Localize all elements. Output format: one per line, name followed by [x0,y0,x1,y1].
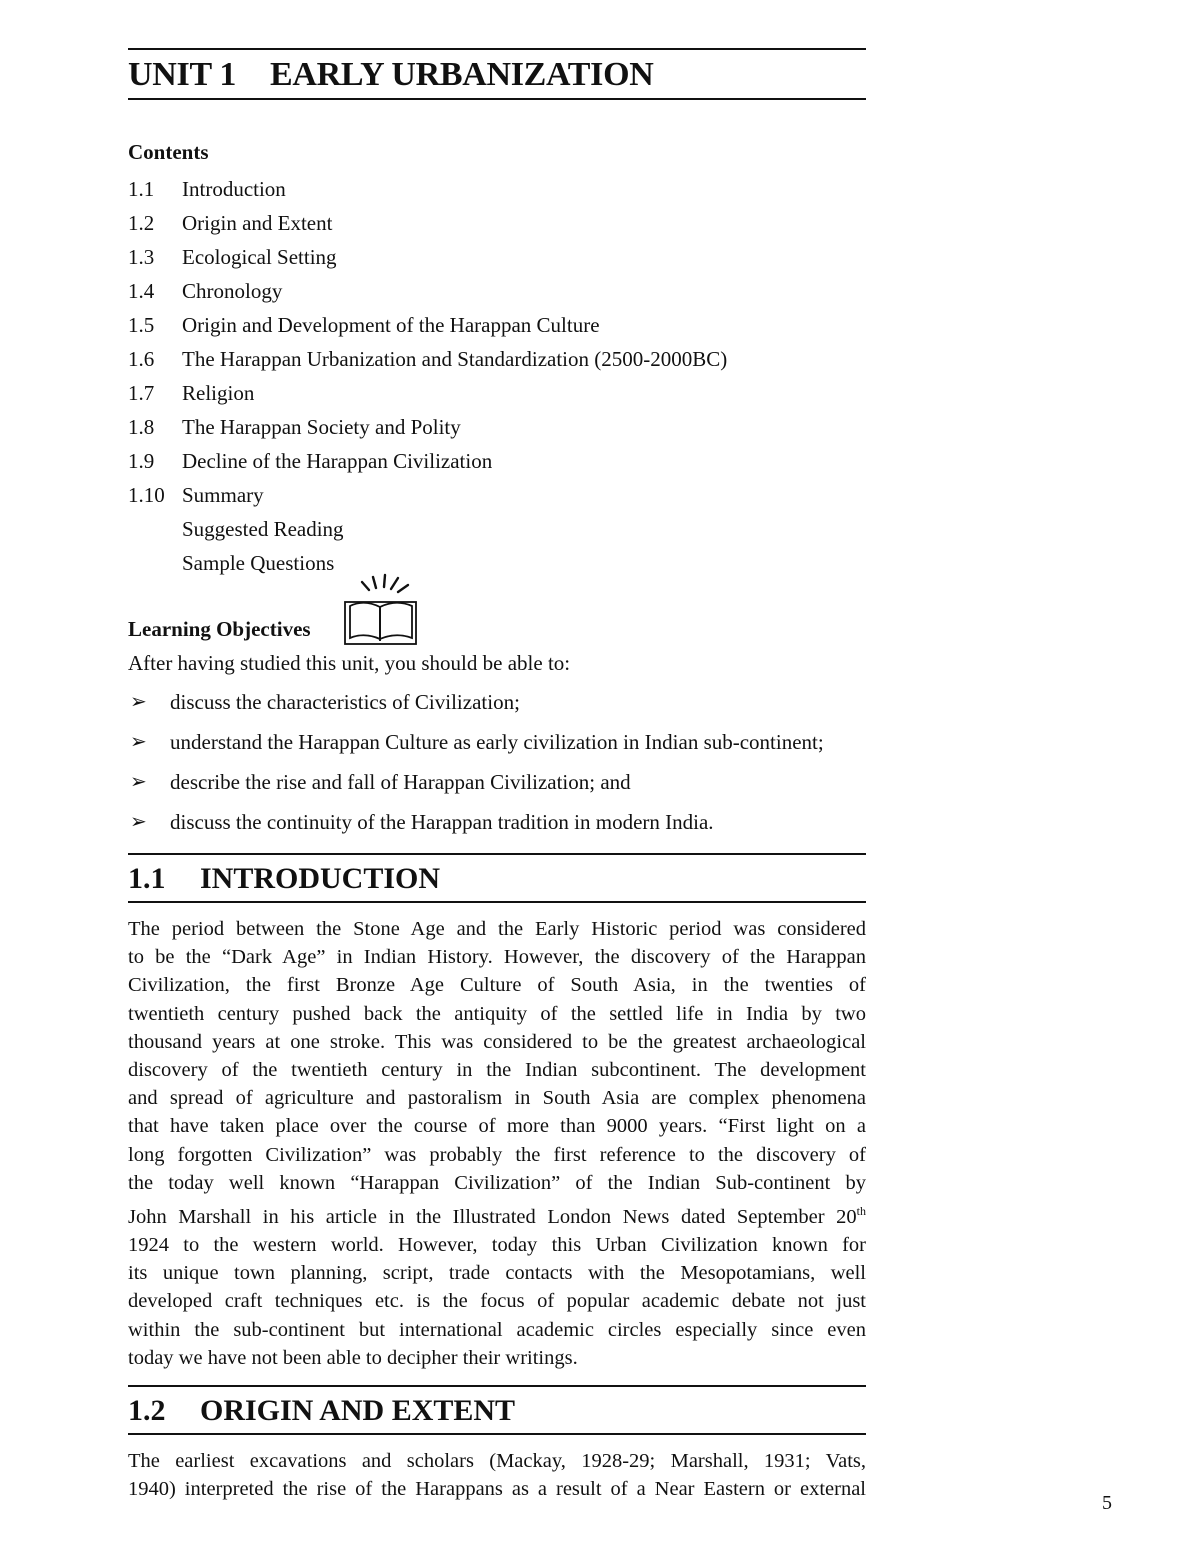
contents-list [128,175,866,583]
toc-item-label: Religion [182,381,255,405]
toc-item [128,277,866,311]
toc-item-label: Chronology [182,279,283,303]
paragraph-line: today we have not been able to decipher their writings. [128,1346,578,1369]
unit-title [128,56,866,94]
arrow-bullet-icon: ➢ [130,771,147,793]
unit-bottom-rule [128,98,866,100]
objective-text: understand the Harappan Culture as early civilization in Indian sub-continent; [170,730,824,754]
paragraph-line: discovery of the twentieth century in the Indian subcontinent. The development [128,1059,866,1082]
arrow-bullet-icon: ➢ [130,731,147,753]
section-number: 1.1 [128,862,166,895]
paragraph-line: and spread of agriculture and pastoralism in South Asia are complex phenomena [128,1087,866,1110]
contents-label: Contents [128,140,209,164]
toc-item [128,447,866,481]
toc-item-number: 1.9 [128,449,155,473]
learning-objectives-label: Learning Objectives [128,617,311,641]
toc-item-number: 1.8 [128,415,155,439]
section-bottom-rule [128,901,866,903]
paragraph-line: 1924 to the western world. However, today this Urban Civilization known for [128,1234,866,1257]
section-heading-origin-and-extent [128,1385,866,1435]
toc-item-number: 1.3 [128,245,155,269]
toc-item [128,481,866,515]
paragraph-line: thousand years at one stroke. This was considered to be the greatest archaeological [128,1030,866,1053]
objective-text: discuss the continuity of the Harappan tradition in modern India. [170,810,714,834]
section-top-rule [128,1385,866,1387]
toc-item-number: 1.5 [128,313,155,337]
toc-item [128,413,866,447]
toc-item [128,379,866,413]
paragraph-line: The period between the Stone Age and the Early Historic period was considered [128,918,866,940]
paragraph-line-with-superscript [128,1197,866,1231]
toc-item [128,549,866,583]
paragraph-line: that have taken place over the course of more than 9000 years. “First light on a [128,1115,866,1138]
toc-item-label: The Harappan Urbanization and Standardization (2500-2000BC) [182,347,728,371]
objective-item [128,688,866,728]
objective-item [128,768,866,808]
toc-item-number: 1.10 [128,483,165,507]
toc-item [128,243,866,277]
toc-item-number: 1.4 [128,279,155,303]
learning-objectives-intro: After having studied this unit, you should be able to: [128,651,571,675]
objective-text: discuss the characteristics of Civilization; [170,690,520,714]
paragraph-line: 1940) interpreted the rise of the Harappans as a result of a Near Eastern or external [128,1478,866,1501]
paragraph-line: developed craft techniques etc. is the focus of popular academic debate not just [128,1290,866,1313]
unit-title-text: EARLY URBANIZATION [270,56,654,93]
section-top-rule [128,853,866,855]
paragraph-line: The earliest excavations and scholars (Mackay, 1928-29; Marshall, 1931; Vats, [128,1450,866,1472]
toc-item-number: 1.1 [128,177,155,201]
objective-item [128,808,866,848]
page-number: 5 [1102,1492,1112,1514]
superscript: th [856,1204,866,1219]
toc-item-label: Decline of the Harappan Civilization [182,449,493,473]
section-title-text: INTRODUCTION [200,862,441,895]
toc-item [128,175,866,209]
paragraph-line: Civilization, the first Bronze Age Culture of South Asia, in the twenties of [128,974,866,997]
toc-item-label: Origin and Extent [182,211,333,235]
paragraph-line-text: John Marshall in his article in the Illustrated London News dated September 20 [128,1205,857,1228]
toc-item [128,345,866,379]
paragraph-line: within the sub-continent but international academic circles especially since even [128,1318,866,1341]
objective-text: describe the rise and fall of Harappan Civilization; and [170,770,631,794]
paragraph-line: twentieth century pushed back the antiquity of the settled life in India by two [128,1002,866,1025]
toc-item-label: Summary [182,483,264,507]
introduction-paragraph [128,915,866,1372]
section-bottom-rule [128,1433,866,1435]
toc-item-label: Sample Questions [182,551,335,575]
paragraph-line: its unique town planning, script, trade contacts with the Mesopotamians, well [128,1262,866,1285]
toc-item-label: The Harappan Society and Polity [182,415,461,439]
section-number: 1.2 [128,1394,166,1427]
unit-number: UNIT 1 [128,56,237,93]
toc-item [128,311,866,345]
top-rule [128,48,866,50]
toc-item [128,515,866,549]
toc-item-number: 1.6 [128,347,155,371]
toc-item-label: Origin and Development of the Harappan Culture [182,313,600,337]
toc-item-label: Ecological Setting [182,245,337,269]
section-title-text: ORIGIN AND EXTENT [200,1394,516,1427]
objectives-list [128,688,866,848]
open-book-icon [342,573,422,645]
paragraph-line: to be the “Dark Age” in Indian History. However, the discovery of the Harappan [128,946,866,969]
section-title [128,1393,866,1429]
origin-paragraph [128,1447,866,1503]
paragraph-line: long forgotten Civilization” was probably the first reference to the discovery of [128,1143,866,1166]
toc-item-number: 1.7 [128,381,155,405]
arrow-bullet-icon: ➢ [130,811,147,833]
arrow-bullet-icon: ➢ [130,691,147,713]
section-title [128,861,866,897]
toc-item [128,209,866,243]
section-heading-introduction [128,853,866,903]
unit-heading [128,48,866,100]
toc-item-label: Introduction [182,177,286,201]
toc-item-number: 1.2 [128,211,155,235]
toc-item-label: Suggested Reading [182,517,344,541]
objective-item [128,728,866,768]
paragraph-line: the today well known “Harappan Civilization” of the Indian Sub-continent by [128,1171,866,1194]
